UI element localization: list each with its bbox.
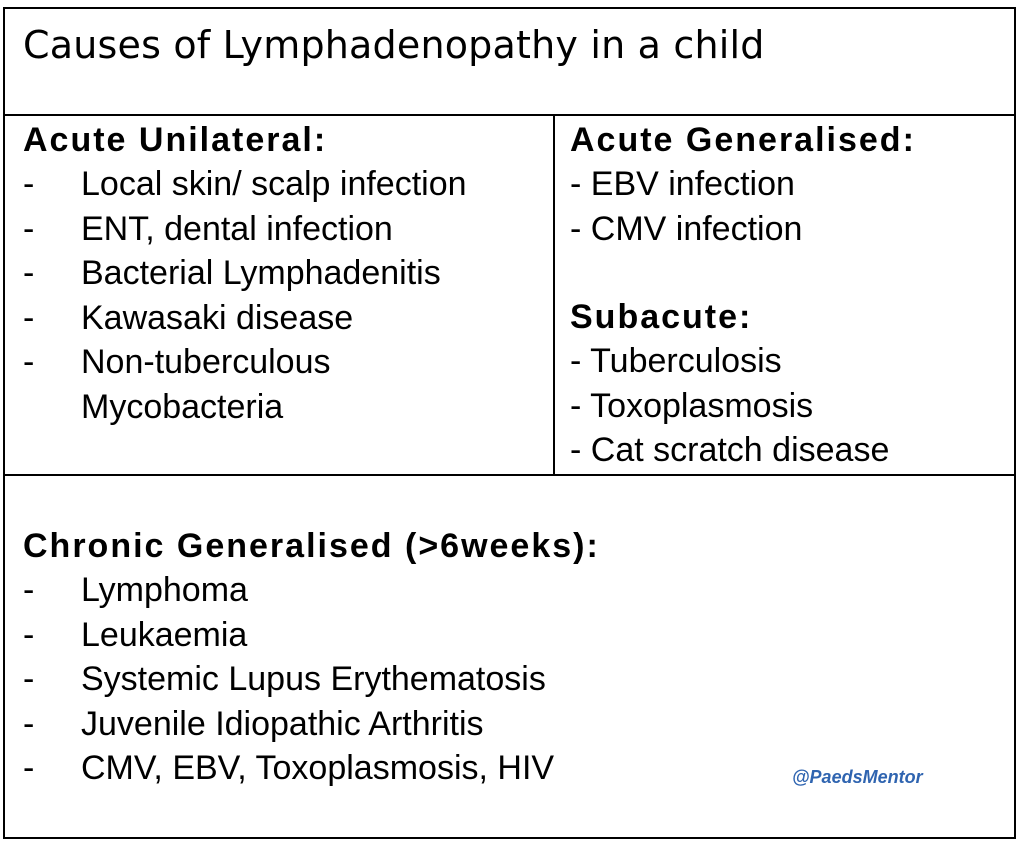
list-item-text: Leukaemia (81, 615, 248, 654)
acute-generalised-heading: Acute Generalised: (570, 121, 916, 159)
subacute-list (570, 339, 916, 473)
list-item-text: ENT, dental infection (81, 209, 393, 248)
list-item (23, 613, 600, 658)
list-dash: - (23, 298, 35, 337)
chronic-section (3, 474, 1016, 839)
acute-unilateral-column (23, 118, 467, 429)
list-item-text: Bacterial Lymphadenitis (81, 254, 441, 292)
list-item-text: Non-tuberculous (81, 343, 331, 381)
subacute-heading: Subacute: (570, 298, 753, 336)
list-dash: - (23, 165, 35, 203)
acute-generalised-column (570, 118, 916, 473)
list-item: - EBV infection (570, 165, 795, 203)
list-item (23, 568, 600, 613)
list-item-continuation (23, 385, 467, 430)
list-item-text: Juvenile Idiopathic Arthritis (81, 704, 484, 743)
list-item (23, 207, 467, 252)
page-title: Causes of Lymphadenopathy in a child (23, 23, 765, 67)
list-dash: - (23, 254, 35, 292)
list-dash: - (23, 343, 35, 381)
list-item: - CMV infection (570, 209, 803, 248)
list-item (23, 340, 467, 385)
list-item (23, 296, 467, 341)
chronic-generalised-column (23, 524, 600, 791)
column-divider (553, 116, 555, 476)
list-dash: - (23, 571, 35, 609)
list-dash: - (23, 749, 35, 787)
acute-section (3, 114, 1016, 476)
list-item (23, 702, 600, 747)
list-item (23, 162, 467, 207)
list-item: - Toxoplasmosis (570, 386, 814, 425)
list-item-text: CMV, EBV, Toxoplasmosis, HIV (81, 749, 555, 787)
title-box (3, 7, 1016, 116)
chronic-generalised-list (23, 568, 600, 791)
list-dash: - (23, 660, 35, 698)
list-dash: - (23, 209, 35, 248)
spacer (570, 251, 916, 295)
list-item: - Cat scratch disease (570, 431, 890, 469)
list-dash: - (23, 704, 35, 743)
list-item: - Tuberculosis (570, 342, 782, 380)
list-item (23, 251, 467, 296)
list-item (23, 746, 600, 791)
chronic-generalised-heading: Chronic Generalised (>6weeks): (23, 527, 600, 565)
list-item-text: Mycobacteria (81, 387, 284, 426)
acute-unilateral-heading: Acute Unilateral: (23, 121, 328, 159)
list-item-text: Systemic Lupus Erythematosis (81, 660, 546, 698)
acute-unilateral-list (23, 162, 467, 429)
list-item-text: Lymphoma (81, 571, 248, 609)
list-item (23, 657, 600, 702)
acute-generalised-list (570, 162, 916, 251)
list-dash: - (23, 615, 35, 654)
watermark-handle: @PaedsMentor (792, 767, 923, 787)
list-item-text: Local skin/ scalp infection (81, 165, 467, 203)
list-item-text: Kawasaki disease (81, 298, 354, 337)
